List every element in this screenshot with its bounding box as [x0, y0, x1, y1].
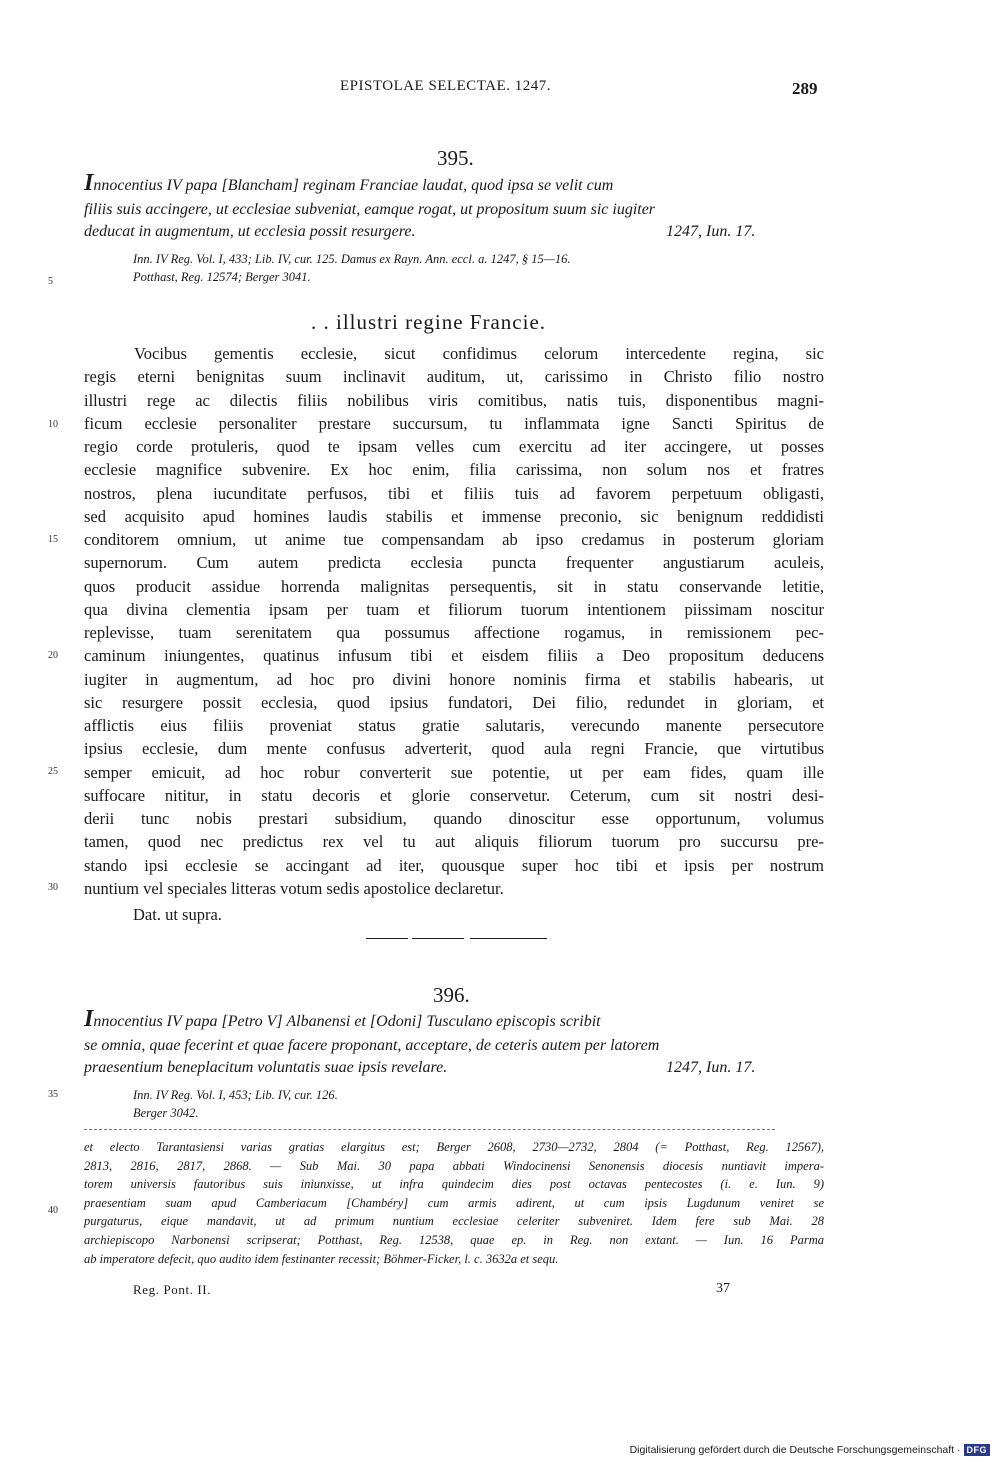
- drop-initial: I: [84, 1006, 94, 1032]
- document-number-395: 395.: [437, 146, 474, 170]
- summary-line: deducat in augmentum, ut ecclesia possit resurgere. 1247, Iun. 17.: [84, 221, 824, 243]
- body-line: sic resurgere possit ecclesia, quod ipsius fundatori, Dei filio, redundet in gloriam, et: [84, 692, 824, 712]
- summary-line: praesentium beneplacitum voluntatis suae ipsis revelare. 1247, Iun. 17.: [84, 1057, 824, 1079]
- line-number: 40: [48, 1205, 58, 1216]
- reference-line: Inn. IV Reg. Vol. I, 453; Lib. IV, cur. 126.: [133, 1088, 338, 1102]
- reference-line: Potthast, Reg. 12574; Berger 3041.: [133, 270, 311, 284]
- body-line: replevisse, tuam serenitatem qua possumus affectione rogamus, in remissionem pec-: [84, 623, 824, 642]
- footnote-line: praesentiam suam apud Camberiacum [Chambéry] cum armis adirent, ut cum ipsis Lugdunum veniret se: [84, 1195, 824, 1210]
- body-line: iugiter in augmentum, ad hoc pro divini honore nominis firma et stabilis habearis, ut: [84, 669, 824, 689]
- body-line: qua divina clementia ipsam per tuam et filiorum tuorum intentionem piissimam noscitur: [84, 599, 824, 619]
- body-line: suffocare nititur, in statu decoris et glorie conservetur. Ceterum, cum sit nostri desi-: [84, 785, 824, 805]
- body-line: quos producit assidue horrenda malignitas persequentis, sit in statu conservande letitie,: [84, 576, 824, 596]
- body-line: stando ipsi ecclesie se accingant ad iter, quousque super hoc tibi et ipsis per nostrum: [84, 855, 824, 875]
- running-title: EPISTOLAE SELECTAE. 1247.: [340, 78, 552, 94]
- drop-initial: I: [84, 170, 94, 196]
- summary-line: se omnia, quae fecerint et quae facere proponant, acceptare, de ceteris autem per latorem: [84, 1037, 660, 1054]
- summary-line: Innocentius IV papa [Blancham] reginam Franciae laudat, quod ipsa se velit cum: [84, 170, 614, 196]
- separator-rule: [412, 938, 464, 939]
- body-line: caminum iniungentes, quatinus infusum tibi et eisdem filiis a Deo propositum deducens: [84, 646, 824, 666]
- footnote-line: et electo Tarantasiensi varias gratias elargitus est; Berger 2608, 2730—2732, 2804 (= Potthast, Reg. 12567),: [84, 1140, 824, 1154]
- body-line: tamen, quod nec predictus rex vel tu aut aliquis filiorum tuorum pro succursu pre-: [84, 832, 824, 852]
- body-line: Vocibus gementis ecclesie, sicut confidimus celorum intercedente regina, sic: [134, 344, 824, 363]
- references-396: [133, 1086, 338, 1122]
- summary-395: [84, 172, 824, 243]
- line-number: 20: [48, 650, 58, 661]
- signature-mark: Reg. Pont. II.: [133, 1282, 212, 1297]
- footnote-line: purgaturus, eique mandavit, ut ad primum nuntium ecclesiae celeriter subveniret. Idem fere sub Mai. 28: [84, 1214, 824, 1229]
- line-number: 5: [48, 276, 53, 287]
- footnote-line: 2813, 2816, 2817, 2868. — Sub Mai. 30 papa abbati Windocinensi Senonensis diocesis nuntiavit impera-: [84, 1158, 824, 1173]
- references-395: [133, 250, 570, 286]
- document-number-396: 396.: [433, 983, 470, 1007]
- document-date: 1247, Iun. 17.: [666, 223, 756, 240]
- footnote: [84, 1138, 824, 1268]
- page-number: 289: [792, 79, 818, 98]
- footnote-divider: [84, 1129, 775, 1130]
- dfg-logo-icon: DFG: [964, 1444, 991, 1456]
- reference-line: Inn. IV Reg. Vol. I, 433; Lib. IV, cur. 125. Damus ex Rayn. Ann. eccl. a. 1247, § 15—16.: [133, 252, 571, 266]
- gathering-number: 37: [716, 1281, 730, 1296]
- letter-body: [84, 342, 824, 900]
- footnote-line: torem universis fautoribus suis iniunxisse, ut infra quindecim dies post octavas pentecostes (i. e. Iun. 9): [84, 1177, 824, 1192]
- body-line: regis eterni benignitas suum inclinavit auditum, ut, carissimo in Christo filio nostro: [84, 367, 824, 387]
- body-line: conditorem omnium, ut anime tue compensandam ab ipso credamus in posterum gloriam: [84, 530, 824, 549]
- line-number: 25: [48, 766, 58, 777]
- credit-text: Digitalisierung gefördert durch die Deutsche Forschungsgemeinschaft ·: [629, 1444, 961, 1456]
- footnote-line: archiepiscopo Narbonensi scripserat; Potthast, Reg. 12538, quae ep. in Reg. non extant. — Iun. 16 Parma: [84, 1232, 824, 1247]
- summary-line: Innocentius IV papa [Petro V] Albanensi et [Odoni] Tusculano episcopis scribit: [84, 1006, 601, 1032]
- summary-396: [84, 1008, 824, 1079]
- body-line: ecclesie magnifice subvenire. Ex hoc enim, filia carissima, non solum nos et fratres: [84, 460, 824, 480]
- body-line: ficum ecclesie personaliter prestare succursum, tu inflammata igne Sancti Spiritus de: [84, 413, 824, 433]
- body-line: nuntium vel speciales litteras votum sedis apostolice declaretur.: [84, 878, 504, 898]
- body-line: afflictis eius filiis proveniat status gratie salutaris, verecundo manente persecutore: [84, 716, 824, 735]
- body-line: semper emicuit, ad hoc robur converterit sue potentie, ut per eam fides, quam ille: [84, 762, 824, 782]
- closing-formula: Dat. ut supra.: [133, 905, 222, 924]
- body-line: illustri rege ac dilectis filiis nobilibus viris comitibus, natis tuis, disponentibus magni-: [84, 390, 824, 410]
- body-line: regio corde protuleris, quod te ipsam velles cum exercitu ad iter accingere, ut posses: [84, 437, 824, 456]
- body-line: nostros, plena iucunditate perfusos, tibi et filiis tuis ad favorem perpetuum obligasti,: [84, 483, 824, 503]
- document-date: 1247, Iun. 17.: [666, 1059, 756, 1076]
- body-line: supernorum. Cum autem predicta ecclesia puncta frequenter angustiarum aculeis,: [84, 553, 824, 573]
- summary-line: filiis suis accingere, ut ecclesiae subveniat, eamque rogat, ut propositum suum sic iugiter: [84, 201, 656, 218]
- separator-rule: [470, 938, 547, 939]
- footnote-line: ab imperatore defecit, quo audito idem festinanter recessit; Böhmer-Ficker, l. c. 3632a et sequ.: [84, 1251, 559, 1266]
- addressee: . . illustri regine Francie.: [311, 310, 547, 334]
- body-line: ipsius ecclesie, dum mente confusus adverterit, quod aula regni Francie, que virtutibus: [84, 739, 824, 759]
- body-line: sed acquisito apud homines laudis stabilis et immense preconio, sic benignum reddidisti: [84, 506, 824, 526]
- line-number: 15: [48, 534, 58, 545]
- separator-rule: [366, 938, 408, 939]
- line-number: 30: [48, 882, 58, 893]
- line-number: 35: [48, 1089, 58, 1100]
- body-line: derii tunc nobis prestari subsidium, quando dinoscitur esse opportunum, volumus: [84, 809, 824, 828]
- digitization-credit: [630, 1444, 990, 1456]
- line-number: 10: [48, 419, 58, 430]
- reference-line: Berger 3042.: [133, 1106, 199, 1120]
